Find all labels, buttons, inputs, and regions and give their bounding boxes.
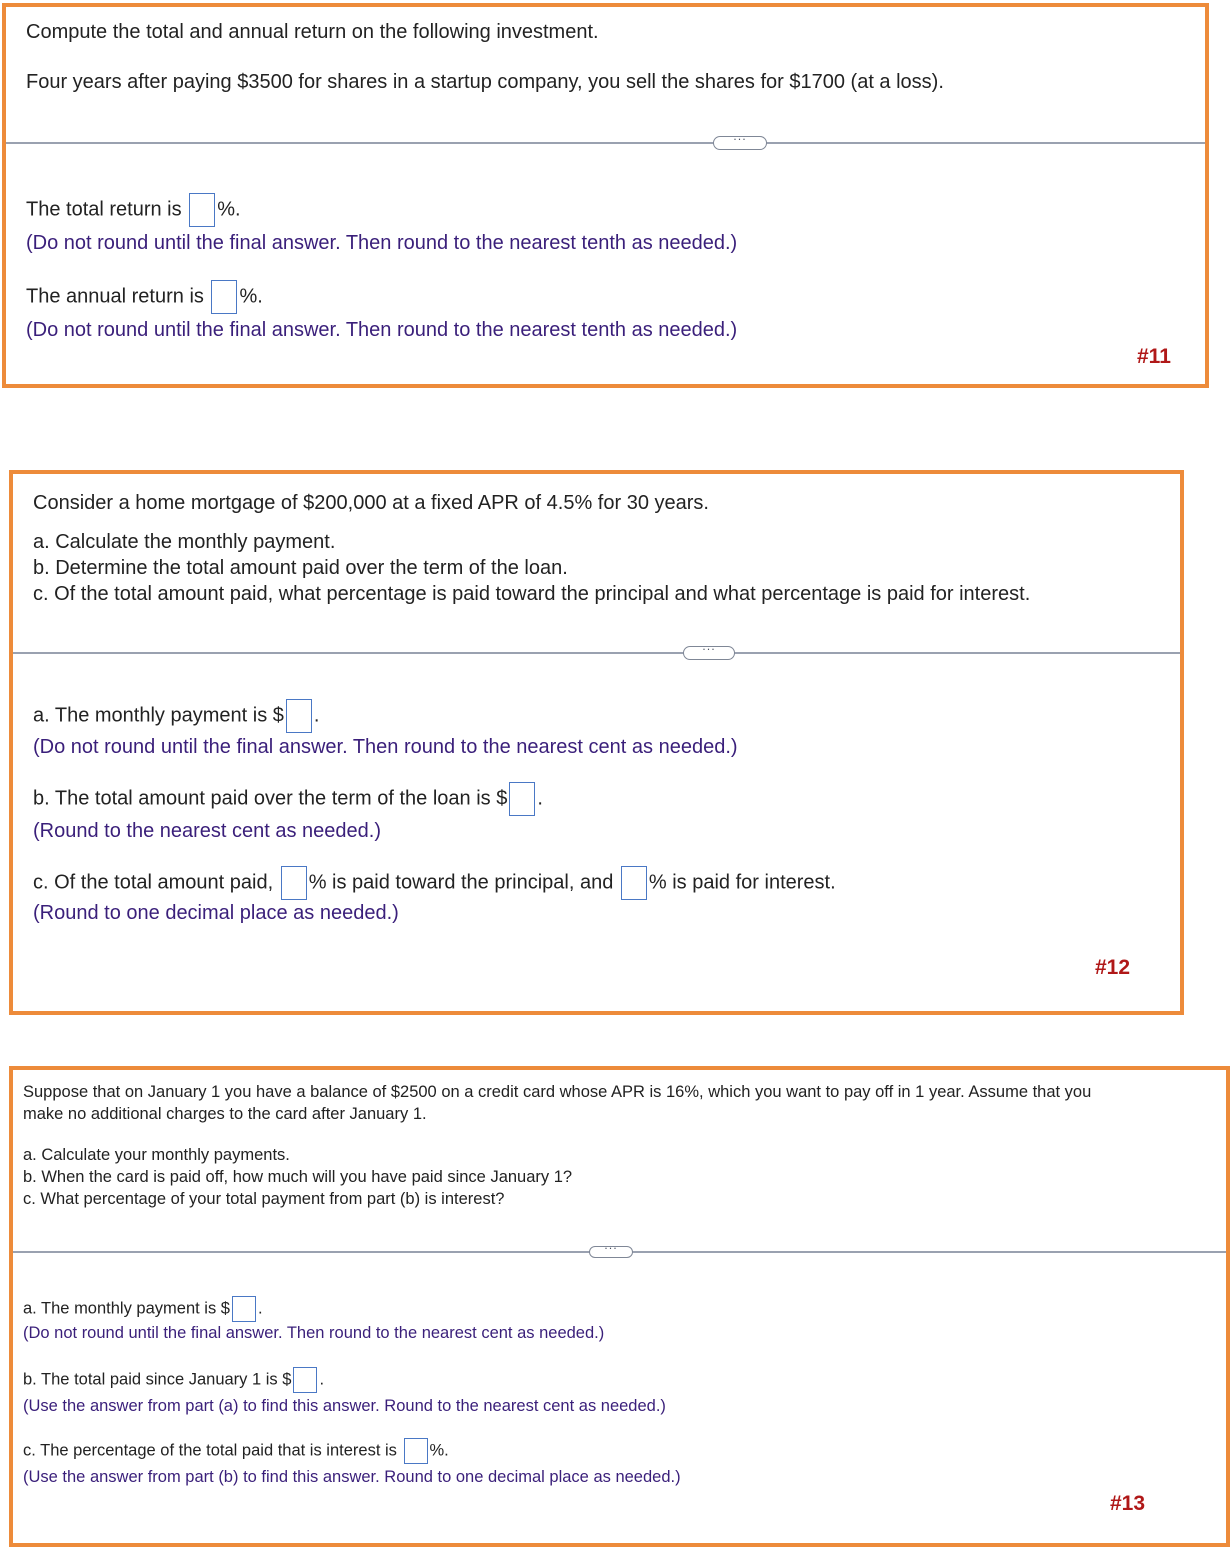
problem-13-prompt-line-1: Suppose that on January 1 you have a balance of $2500 on a credit card whose APR is 16%, which you want to pay off in 1 year. Assume that you <box>23 1083 1092 1101</box>
total-paid-label: b. The total paid since January 1 is $ <box>23 1370 292 1389</box>
monthly-payment-period: . <box>313 704 320 727</box>
problem-11-prompt: Compute the total and annual return on the following investment. <box>26 21 599 43</box>
problem-13-card <box>9 1066 1230 1547</box>
problem-12-part-c: c. Of the total amount paid, what percentage is paid toward the principal and what percentage is paid for interest. <box>33 583 1031 605</box>
problem-13-part-a: a. Calculate your monthly payments. <box>23 1146 290 1164</box>
total-paid-input[interactable] <box>293 1367 317 1393</box>
expand-more-button[interactable]: ··· <box>713 136 767 150</box>
interest-percent-hint: (Use the answer from part (b) to find this answer. Round to one decimal place as needed.) <box>23 1468 681 1486</box>
total-paid-label: b. The total amount paid over the term of the loan is $ <box>33 787 508 810</box>
problem-12-part-b: b. Determine the total amount paid over the term of the loan. <box>33 557 568 579</box>
problem-11-scenario: Four years after paying $3500 for shares in a startup company, you sell the shares for $1700 (at a loss). <box>26 71 944 93</box>
total-return-line <box>26 193 241 227</box>
problem-13-part-c: c. What percentage of your total payment from part (b) is interest? <box>23 1190 505 1208</box>
total-paid-period: . <box>537 787 543 810</box>
principal-percent-text: % is paid toward the principal, and <box>308 871 614 894</box>
problem-12-card <box>9 470 1184 1015</box>
annual-return-unit: %. <box>239 285 263 308</box>
section-divider <box>6 142 1205 144</box>
monthly-payment-label: a. The monthly payment is $ <box>23 1299 230 1318</box>
total-paid-hint: (Round to the nearest cent as needed.) <box>33 820 382 842</box>
total-paid-line <box>23 1367 324 1393</box>
interest-percent-text: % is paid for interest. <box>648 871 836 894</box>
percentage-hint: (Round to one decimal place as needed.) <box>33 902 399 924</box>
monthly-payment-hint: (Do not round until the final answer. Then round to the nearest cent as needed.) <box>33 736 738 758</box>
percentage-line <box>33 866 836 900</box>
monthly-payment-input[interactable] <box>232 1296 256 1322</box>
total-paid-hint: (Use the answer from part (a) to find this answer. Round to the nearest cent as needed.) <box>23 1397 666 1415</box>
annual-return-line <box>26 280 263 314</box>
total-return-label: The total return is <box>26 198 182 221</box>
section-divider <box>13 652 1180 654</box>
annual-return-label: The annual return is <box>26 285 204 308</box>
problem-number-tag: #11 <box>1137 345 1171 368</box>
problem-number-tag: #13 <box>1110 1492 1146 1515</box>
interest-percent-input[interactable] <box>404 1438 428 1464</box>
total-return-unit: %. <box>217 198 241 221</box>
problem-12-part-a: a. Calculate the monthly payment. <box>33 531 336 553</box>
annual-return-hint: (Do not round until the final answer. Then round to the nearest tenth as needed.) <box>26 319 738 341</box>
principal-percent-input[interactable] <box>281 866 307 900</box>
percentage-label: c. Of the total amount paid, <box>33 871 274 894</box>
problem-11-card <box>2 3 1209 388</box>
interest-percent-input[interactable] <box>621 866 647 900</box>
interest-percent-unit: %. <box>429 1441 449 1460</box>
interest-percent-label: c. The percentage of the total paid that is interest is <box>23 1441 397 1460</box>
monthly-payment-period: . <box>257 1299 263 1318</box>
expand-more-button[interactable]: ··· <box>589 1246 633 1258</box>
total-return-input[interactable] <box>189 193 215 227</box>
monthly-payment-line <box>33 699 319 733</box>
total-paid-period: . <box>319 1370 325 1389</box>
problem-13-part-b: b. When the card is paid off, how much will you have paid since January 1? <box>23 1168 573 1186</box>
total-paid-input[interactable] <box>509 782 535 816</box>
interest-percent-line <box>23 1438 449 1464</box>
expand-more-button[interactable]: ··· <box>683 646 735 660</box>
monthly-payment-hint: (Do not round until the final answer. Then round to the nearest cent as needed.) <box>23 1324 605 1342</box>
monthly-payment-input[interactable] <box>286 699 312 733</box>
total-paid-line <box>33 782 543 816</box>
monthly-payment-line <box>23 1296 263 1322</box>
problem-13-prompt-line-2: make no additional charges to the card after January 1. <box>23 1105 427 1123</box>
problem-number-tag: #12 <box>1095 956 1131 979</box>
monthly-payment-label: a. The monthly payment is $ <box>33 704 284 727</box>
annual-return-input[interactable] <box>211 280 237 314</box>
total-return-hint: (Do not round until the final answer. Then round to the nearest tenth as needed.) <box>26 232 738 254</box>
problem-12-prompt: Consider a home mortgage of $200,000 at a fixed APR of 4.5% for 30 years. <box>33 492 709 514</box>
